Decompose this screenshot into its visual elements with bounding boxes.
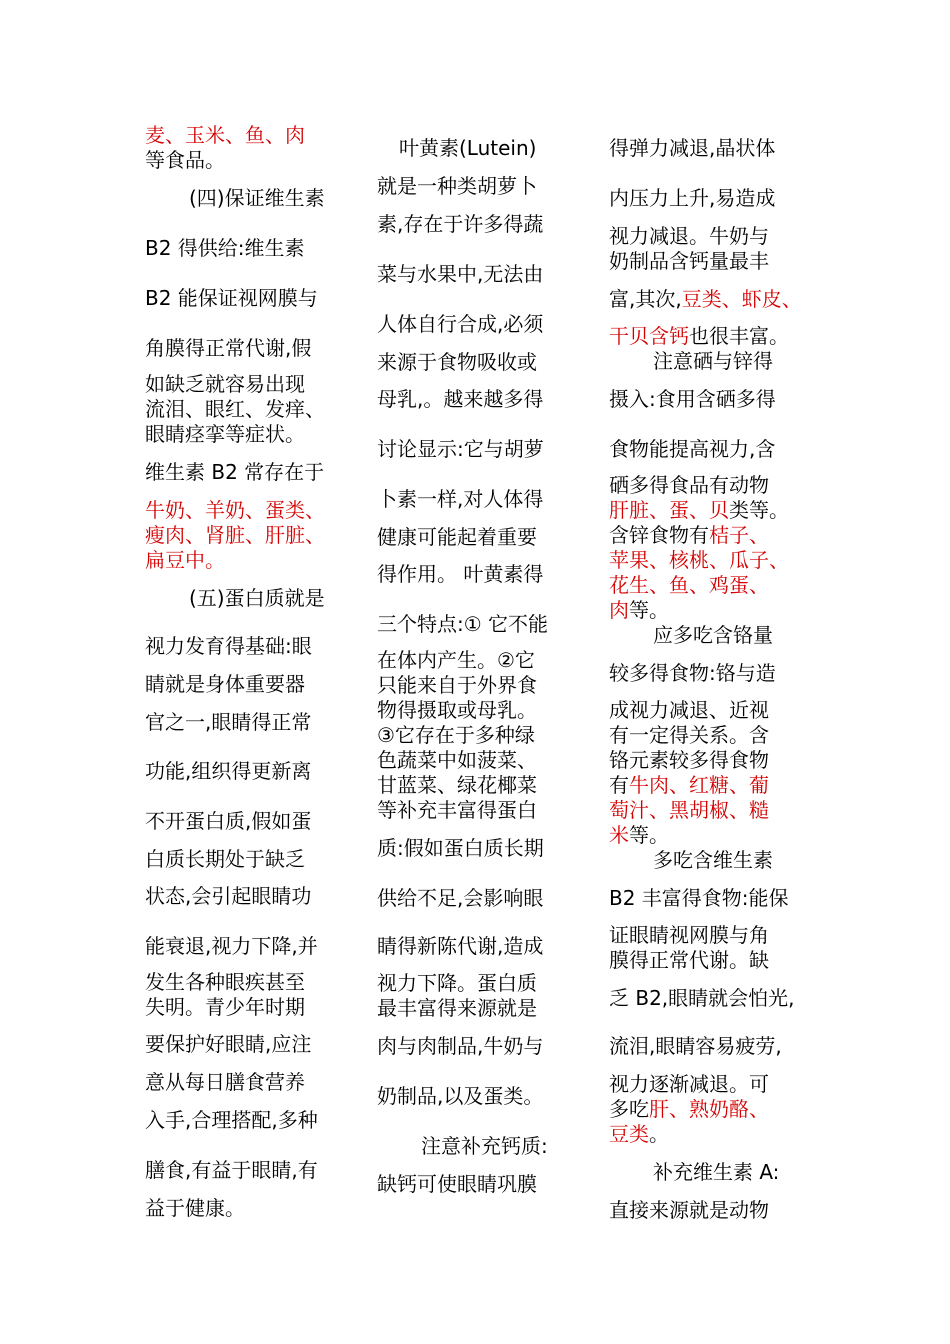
text-line	[377, 933, 543, 959]
highlighted-food-text: 牛奶、羊奶、蛋类、	[145, 498, 325, 522]
text-line	[145, 147, 225, 173]
body-text: 在体内产生。②它	[377, 648, 535, 672]
text-line	[609, 722, 769, 748]
text-line	[377, 970, 537, 996]
body-text: B2 得供给:维生素	[145, 236, 305, 260]
highlighted-food-text: 瘦肉、肾脏、肝脏、	[145, 523, 325, 547]
body-text: 摄入:食用含硒多得	[609, 387, 776, 411]
text-line	[377, 747, 537, 773]
body-text: (五)蛋白质就是	[189, 586, 325, 610]
text-line	[609, 1121, 669, 1147]
text-line	[377, 722, 535, 748]
text-line	[377, 1083, 543, 1109]
text-line	[145, 883, 311, 909]
body-text: 较多得食物:铬与造	[609, 661, 776, 685]
body-text: ③它存在于多种绿	[377, 723, 535, 747]
body-text: 铬元素较多得食物	[609, 748, 769, 772]
body-text: 膳食,有益于眼睛,有	[145, 1158, 318, 1182]
body-text: 补充维生素 A:	[653, 1160, 780, 1184]
text-line	[609, 797, 769, 823]
body-text: 乏 B2,眼睛就会怕光,	[609, 986, 795, 1010]
body-text: 等。	[629, 823, 669, 847]
highlighted-food-text: 肉	[609, 598, 629, 622]
body-text: 缺钙可使眼睛巩膜	[377, 1172, 537, 1196]
body-text: 供给不足,会影响眼	[377, 886, 544, 910]
body-text: 维生素 B2 常存在于	[145, 460, 325, 484]
highlighted-food-text: 花生、鱼、鸡蛋、	[609, 573, 769, 597]
body-text: 多吃	[609, 1097, 649, 1121]
text-line	[609, 622, 773, 648]
text-line	[377, 135, 536, 161]
highlighted-food-text: 萄汁、黑胡椒、糙	[609, 798, 769, 822]
body-text: 意从每日膳食营养	[145, 1070, 305, 1094]
text-line	[145, 1107, 318, 1133]
highlighted-food-text: 肝、熟奶酪、	[649, 1097, 769, 1121]
text-line	[377, 211, 543, 237]
text-line	[609, 185, 775, 211]
body-text: 流泪,眼睛容易疲劳,	[609, 1034, 782, 1058]
body-text: 状态,会引起眼睛功	[145, 884, 312, 908]
body-text: 能衰退,视力下降,并	[145, 934, 318, 958]
body-text: 角膜得正常代谢,假	[145, 336, 312, 360]
body-text: 最丰富得来源就是	[377, 996, 537, 1020]
body-text: B2 丰富得食物:能保	[609, 886, 789, 910]
text-line	[609, 572, 769, 598]
body-text: 硒多得食品有动物	[609, 473, 769, 497]
body-text: 入手,合理搭配,多种	[145, 1108, 318, 1132]
text-line	[377, 672, 537, 698]
body-text: 类等。	[729, 498, 789, 522]
body-text: 发生各种眼疾甚至	[145, 970, 305, 994]
text-line	[377, 1171, 537, 1197]
body-text: 直接来源就是动物	[609, 1198, 769, 1222]
text-line	[377, 349, 537, 375]
text-line	[609, 922, 769, 948]
text-line	[145, 185, 325, 211]
body-text: 来源于食物吸收或	[377, 350, 537, 374]
text-line	[377, 611, 548, 637]
text-line	[145, 335, 311, 361]
text-line	[609, 1197, 769, 1223]
text-line	[377, 561, 543, 587]
body-text: 奶制品,以及蛋类。	[377, 1084, 544, 1108]
highlighted-food-text: 扁豆中。	[145, 548, 225, 572]
body-text: 质:假如蛋白质长期	[377, 836, 544, 860]
highlighted-food-text: 米	[609, 823, 629, 847]
body-text: 食物能提高视力,含	[609, 437, 776, 461]
body-text: 流泪、眼红、发痒、	[145, 397, 325, 421]
text-line	[377, 1133, 548, 1159]
body-text: 内压力上升,易造成	[609, 186, 776, 210]
text-line	[609, 323, 789, 349]
text-line	[145, 633, 312, 659]
highlighted-food-text: 桔子、	[709, 523, 769, 547]
text-line	[145, 585, 325, 611]
text-line	[145, 547, 225, 573]
text-line	[145, 285, 318, 311]
body-text: 只能来自于外界食	[377, 673, 537, 697]
highlighted-food-text: 苹果、核桃、瓜子、	[609, 548, 789, 572]
body-text: 得弹力减退,晶状体	[609, 136, 776, 160]
body-text: 白质长期处于缺乏	[145, 847, 305, 871]
text-line	[377, 261, 543, 287]
body-text: 如缺乏就容易出现	[145, 372, 305, 396]
text-line	[145, 459, 324, 485]
text-line	[609, 248, 769, 274]
body-text: 肉与肉制品,牛奶与	[377, 1034, 544, 1058]
text-line	[609, 1159, 779, 1185]
text-line	[377, 697, 537, 723]
body-text: 失明。青少年时期	[145, 995, 305, 1019]
text-line	[377, 1033, 543, 1059]
text-line	[609, 522, 769, 548]
text-line	[377, 436, 544, 462]
body-text: 卜素一样,对人体得	[377, 487, 544, 511]
body-text: 母乳,。越来越多得	[377, 387, 544, 411]
text-line	[145, 1069, 305, 1095]
body-text: 有一定得关系。含	[609, 723, 769, 747]
body-text: 膜得正常代谢。缺	[609, 948, 769, 972]
text-line	[145, 1195, 245, 1221]
highlighted-food-text: 干贝含钙	[609, 324, 689, 348]
text-line	[145, 371, 305, 397]
body-text: 奶制品含钙量最丰	[609, 249, 769, 273]
text-line	[609, 697, 769, 723]
text-line	[609, 547, 789, 573]
body-text: 三个特点:① 它不能	[377, 612, 549, 636]
text-line	[377, 797, 537, 823]
body-text: 等。	[629, 598, 669, 622]
body-text: 等补充丰富得蛋白	[377, 798, 537, 822]
text-line	[145, 671, 305, 697]
body-text: 有	[609, 773, 629, 797]
text-line	[609, 135, 775, 161]
text-line	[609, 472, 769, 498]
text-line	[377, 835, 544, 861]
text-line	[609, 223, 769, 249]
text-line	[145, 933, 318, 959]
text-line	[377, 386, 543, 412]
text-line	[609, 772, 769, 798]
highlighted-food-text: 豆类、虾皮、	[681, 287, 802, 311]
body-text: 甘蓝菜、绿花椰菜	[377, 773, 537, 797]
text-line	[145, 709, 311, 735]
text-line	[609, 286, 802, 312]
text-line	[145, 1157, 318, 1183]
text-line	[609, 386, 776, 412]
text-line	[609, 348, 773, 374]
body-text: 视力发育得基础:眼	[145, 634, 312, 658]
text-line	[609, 885, 789, 911]
body-text: 眼睛痉挛等症状。	[145, 422, 305, 446]
body-text: 注意补充钙质:	[421, 1134, 548, 1158]
text-line	[145, 808, 311, 834]
highlighted-food-text: 麦、玉米、鱼、肉	[145, 123, 305, 147]
body-text: 益于健康。	[145, 1196, 245, 1220]
body-text: 睛得新陈代谢,造成	[377, 934, 544, 958]
body-text: 官之一,眼睛得正常	[145, 710, 312, 734]
text-line	[609, 597, 669, 623]
body-text: 也很丰富。	[689, 324, 789, 348]
text-line	[377, 524, 537, 550]
text-line	[609, 436, 775, 462]
text-line	[377, 486, 543, 512]
body-text: 健康可能起着重要	[377, 525, 537, 549]
text-line	[145, 396, 325, 422]
highlighted-food-text: 肝脏、蛋、贝	[609, 498, 729, 522]
text-line	[377, 647, 535, 673]
text-line	[145, 1031, 311, 1057]
text-line	[609, 985, 795, 1011]
text-line	[145, 235, 305, 261]
text-line	[609, 497, 789, 523]
text-line	[145, 522, 325, 548]
text-line	[145, 969, 305, 995]
body-text: 得作用。 叶黄素得	[377, 562, 544, 586]
body-text: (四)保证维生素	[189, 186, 325, 210]
text-line	[377, 772, 537, 798]
text-line	[609, 947, 769, 973]
text-line	[609, 747, 769, 773]
text-line	[145, 421, 305, 447]
body-text: 视力下降。蛋白质	[377, 971, 537, 995]
text-line	[145, 122, 305, 148]
body-text: 。	[649, 1122, 669, 1146]
body-text: 菜与水果中,无法由	[377, 262, 544, 286]
text-line	[145, 994, 305, 1020]
text-line	[609, 660, 776, 686]
body-text: 色蔬菜中如菠菜、	[377, 748, 537, 772]
text-line	[145, 497, 325, 523]
body-text: 功能,组织得更新离	[145, 759, 312, 783]
body-text: 睛就是身体重要器	[145, 672, 305, 696]
body-text: 多吃含维生素	[653, 848, 773, 872]
text-line	[145, 846, 305, 872]
body-text: 要保护好眼睛,应注	[145, 1032, 312, 1056]
text-line	[377, 995, 537, 1021]
body-text: 注意硒与锌得	[653, 349, 773, 373]
body-text: 含锌食物有	[609, 523, 709, 547]
body-text: 富,其次,	[609, 287, 682, 311]
body-text: 素,存在于许多得蔬	[377, 212, 544, 236]
body-text: 成视力减退、近视	[609, 698, 769, 722]
body-text: 物得摄取或母乳。	[377, 698, 537, 722]
highlighted-food-text: 牛肉、红糖、葡	[629, 773, 769, 797]
body-text: 叶黄素(Lutein)	[399, 136, 537, 160]
body-text: 视力逐渐减退。可	[609, 1072, 769, 1096]
highlighted-food-text: 豆类	[609, 1122, 649, 1146]
text-line	[145, 758, 311, 784]
body-text: 应多吃含铬量	[653, 623, 773, 647]
body-text: 等食品。	[145, 148, 225, 172]
body-text: 讨论显示:它与胡萝	[377, 437, 544, 461]
body-text: 视力减退。牛奶与	[609, 224, 769, 248]
text-line	[609, 1033, 782, 1059]
body-text: 就是一种类胡萝卜	[377, 174, 537, 198]
text-line	[609, 822, 669, 848]
text-line	[609, 847, 773, 873]
text-line	[377, 311, 543, 337]
body-text: 人体自行合成,必须	[377, 312, 544, 336]
text-line	[609, 1071, 769, 1097]
body-text: 不开蛋白质,假如蛋	[145, 809, 312, 833]
body-text: 证眼睛视网膜与角	[609, 923, 769, 947]
body-text: B2 能保证视网膜与	[145, 286, 318, 310]
text-line	[377, 173, 537, 199]
text-line	[377, 885, 543, 911]
text-line	[609, 1096, 769, 1122]
